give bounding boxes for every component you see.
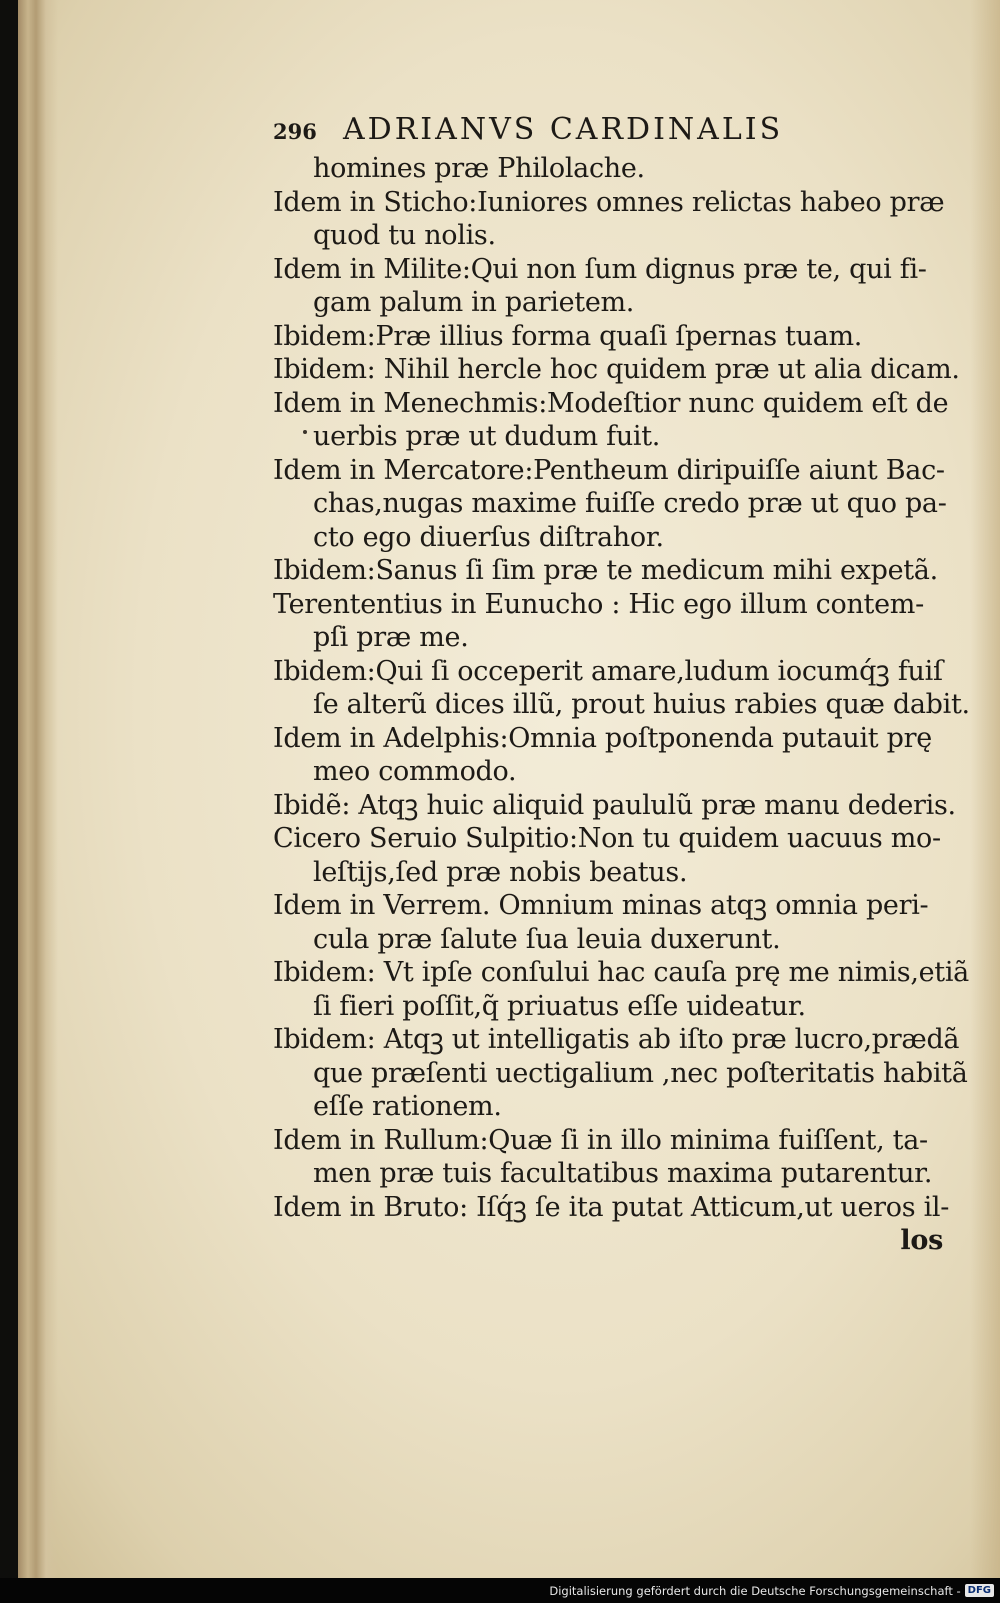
text-line: Idem in Menechmis:Modeſtior nunc quidem eſt de [273, 387, 949, 419]
text-line: Idem in Rullum:Quæ ſi in illo minima fuiſſent, ta- [273, 1124, 928, 1156]
digitization-footer [0, 1578, 1000, 1603]
text-line: Idem in Bruto: Iſq́ꝫ ſe ita putat Atticum,ut ueros il- [273, 1191, 950, 1223]
text-line: cula præ ſalute ſua leuia duxerunt. [313, 923, 781, 955]
text-line: Ibidem:Sanus ſi ſim præ te medicum mihi expetã. [273, 555, 938, 586]
text-line: chas,nugas maxime fuiſſe credo præ ut quo pa- [313, 488, 947, 519]
catchword: los [900, 1225, 943, 1256]
text-line: Terententius in Eunucho : Hic ego illum contem- [273, 588, 924, 620]
text-line: Ibidem: Vt ipſe conſului hac cauſa prę me nimis,etiã [273, 957, 969, 988]
text-line: meo commodo. [313, 756, 517, 787]
page-header [273, 112, 963, 152]
text-line: ſi fieri poſſit,q̃ priuatus eſſe uideatur. [313, 990, 806, 1022]
page-number: 296 [273, 119, 317, 144]
page-edge-shadow [970, 0, 1000, 1578]
text-line: Ibidem:Qui ſi occeperit amare,ludum iocumq́ꝫ fuiſ [273, 655, 943, 687]
text-line: ſe alterũ dices illũ, prout huius rabies quæ dabit. [313, 689, 970, 720]
text-line: eſſe rationem. [313, 1091, 502, 1122]
text-block [273, 112, 970, 1258]
book-page [18, 0, 1000, 1578]
text-line: uerbis præ ut dudum fuit. [313, 421, 661, 452]
text-line: pſi præ me. [313, 622, 469, 653]
text-line: Ibidem: Nihil hercle hoc quidem præ ut alia dicam. [273, 354, 960, 385]
text-line: quod tu nolis. [313, 220, 496, 251]
page-binding-edge [18, 0, 58, 1578]
text-line: men præ tuis facultatibus maxima putarentur. [313, 1158, 933, 1189]
footer-credit: Digitalisierung gefördert durch die Deutsche Forschungsgemeinschaft - [549, 1583, 961, 1598]
text-line: Idem in Milite:Qui non ſum dignus præ te, qui fi- [273, 253, 927, 285]
text-line: homines præ Philolache. [313, 153, 645, 184]
text-line: Ibidem:Præ illius forma quaſi ſpernas tuam. [273, 320, 863, 352]
dfg-logo: DFG [965, 1584, 994, 1597]
text-line: que præſenti uectigalium ,nec poſteritatis habitã [313, 1057, 968, 1089]
text-line: leſtijs,ſed præ nobis beatus. [313, 856, 688, 888]
text-lines [273, 152, 970, 1224]
text-line: Idem in Mercatore:Pentheum diripuiſſe aiunt Bac- [273, 454, 945, 486]
text-line: cto ego diuerſus diſtrahor. [313, 521, 664, 553]
text-line: Cicero Seruio Sulpitio:Non tu quidem uacuus mo- [273, 823, 941, 854]
text-line: Ibidẽ: Atqꝫ huic aliquid paululũ præ manu dederis. [273, 789, 956, 821]
text-line: Idem in Adelphis:Omnia poſtponenda putauit prę [273, 722, 932, 754]
running-head: ADRIANVS CARDINALIS [343, 112, 784, 147]
text-line: Idem in Sticho:Iuniores omnes relictas habeo præ [273, 186, 945, 218]
text-line: gam palum in parietem. [313, 287, 635, 318]
text-line: Idem in Verrem. Omnium minas atqꝫ omnia peri- [273, 890, 929, 921]
text-line: Ibidem: Atqꝫ ut intelligatis ab iſto præ lucro,prædã [273, 1024, 960, 1055]
